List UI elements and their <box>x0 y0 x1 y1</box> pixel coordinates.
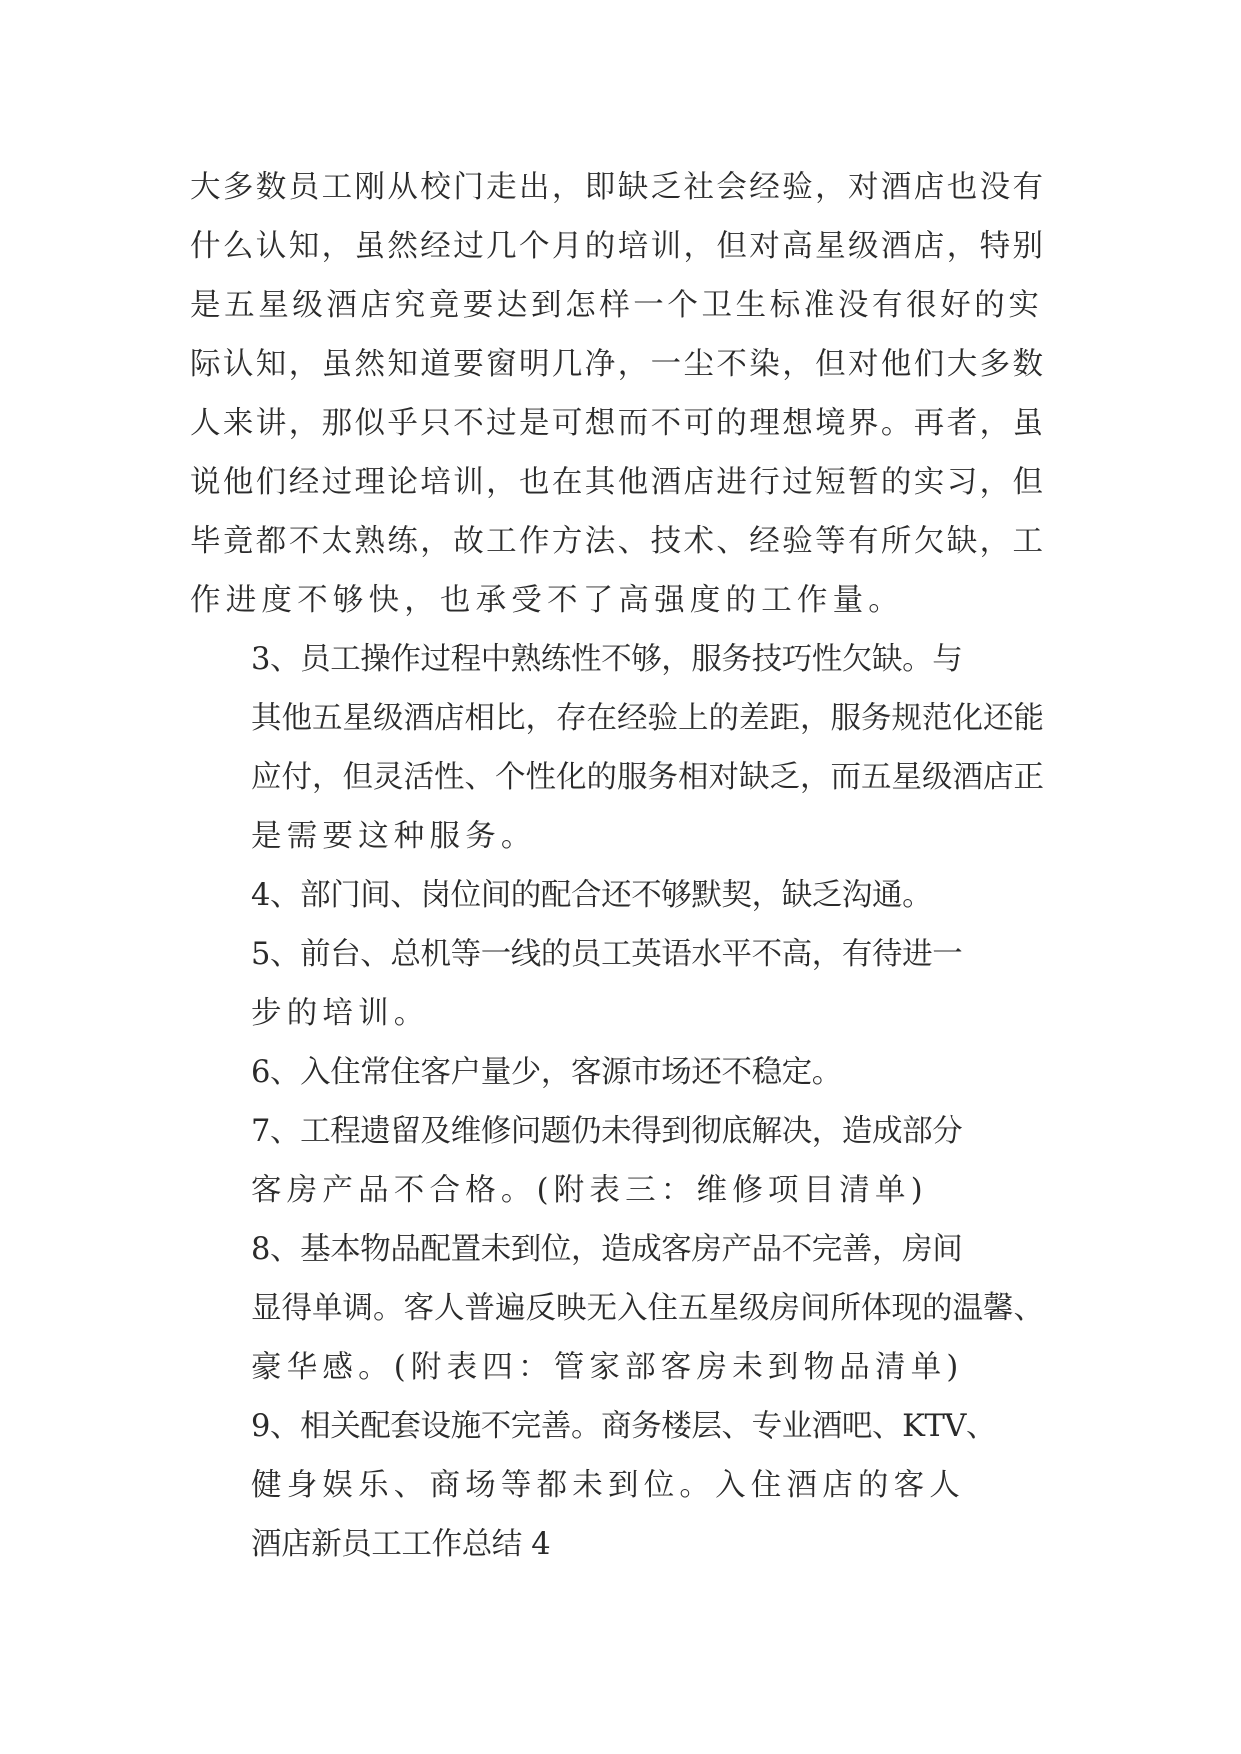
text-line: 是五星级酒店究竟要达到怎样一个卫生标准没有很好的实 <box>190 288 1043 323</box>
text-line: 毕竟都不太熟练，故工作方法、技术、经验等有所欠缺，工 <box>190 524 1046 559</box>
text-line: 是需要这种服务。 <box>251 819 537 854</box>
paragraph <box>190 1220 1045 1397</box>
text-line: 说他们经过理论培训，也在其他酒店进行过短暂的实习，但 <box>190 465 1046 500</box>
text-line: 什么认知，虽然经过几个月的培训，但对高星级酒店，特别 <box>190 229 1046 264</box>
text-line: 7、工程遗留及维修问题仍未得到彻底解决，造成部分 <box>251 1114 963 1149</box>
text-line: 显得单调。客人普遍反映无入住五星级房间所体现的温馨、 <box>251 1291 1044 1326</box>
text-line: 健身娱乐、商场等都未到位。入住酒店的客人 <box>251 1468 965 1503</box>
text-line: 客房产品不合格。(附表三：维修项目清单) <box>251 1173 928 1208</box>
paragraph <box>190 158 1045 630</box>
text-line: 6、入住常住客户量少，客源市场还不稳定。 <box>251 1055 842 1090</box>
paragraph <box>190 1397 1045 1515</box>
text-line: 5、前台、总机等一线的员工英语水平不高，有待进一 <box>251 937 963 972</box>
text-line: 3、员工操作过程中熟练性不够，服务技巧性欠缺。与 <box>251 642 963 677</box>
document-body <box>190 158 1045 1574</box>
text-line: 4、部门间、岗位间的配合还不够默契，缺乏沟通。 <box>251 878 933 913</box>
paragraph <box>190 1043 1045 1102</box>
text-line: 9、相关配套设施不完善。商务楼层、专业酒吧、KTV、 <box>251 1409 997 1444</box>
text-line: 其他五星级酒店相比，存在经验上的差距，服务规范化还能 <box>251 701 1044 736</box>
text-line: 应付，但灵活性、个性化的服务相对缺乏，而五星级酒店正 <box>251 760 1044 795</box>
paragraph <box>190 866 1045 925</box>
paragraph <box>190 1102 1045 1220</box>
text-line: 大多数员工刚从校门走出，即缺乏社会经验，对酒店也没有 <box>190 170 1046 205</box>
text-line: 作进度不够快，也承受不了高强度的工作量。 <box>190 583 904 618</box>
text-line: 酒店新员工工作总结 4 <box>251 1527 551 1562</box>
text-line: 步的培训。 <box>251 996 430 1031</box>
paragraph <box>190 1515 1045 1574</box>
text-line: 际认知，虽然知道要窗明几净，一尘不染，但对他们大多数 <box>190 347 1046 382</box>
text-line: 8、基本物品配置未到位，造成客房产品不完善，房间 <box>251 1232 963 1267</box>
text-line: 人来讲，那似乎只不过是可想而不可的理想境界。再者，虽 <box>190 406 1046 441</box>
text-line: 豪华感。(附表四：管家部客房未到物品清单) <box>251 1350 964 1385</box>
paragraph <box>190 630 1045 866</box>
paragraph <box>190 925 1045 1043</box>
